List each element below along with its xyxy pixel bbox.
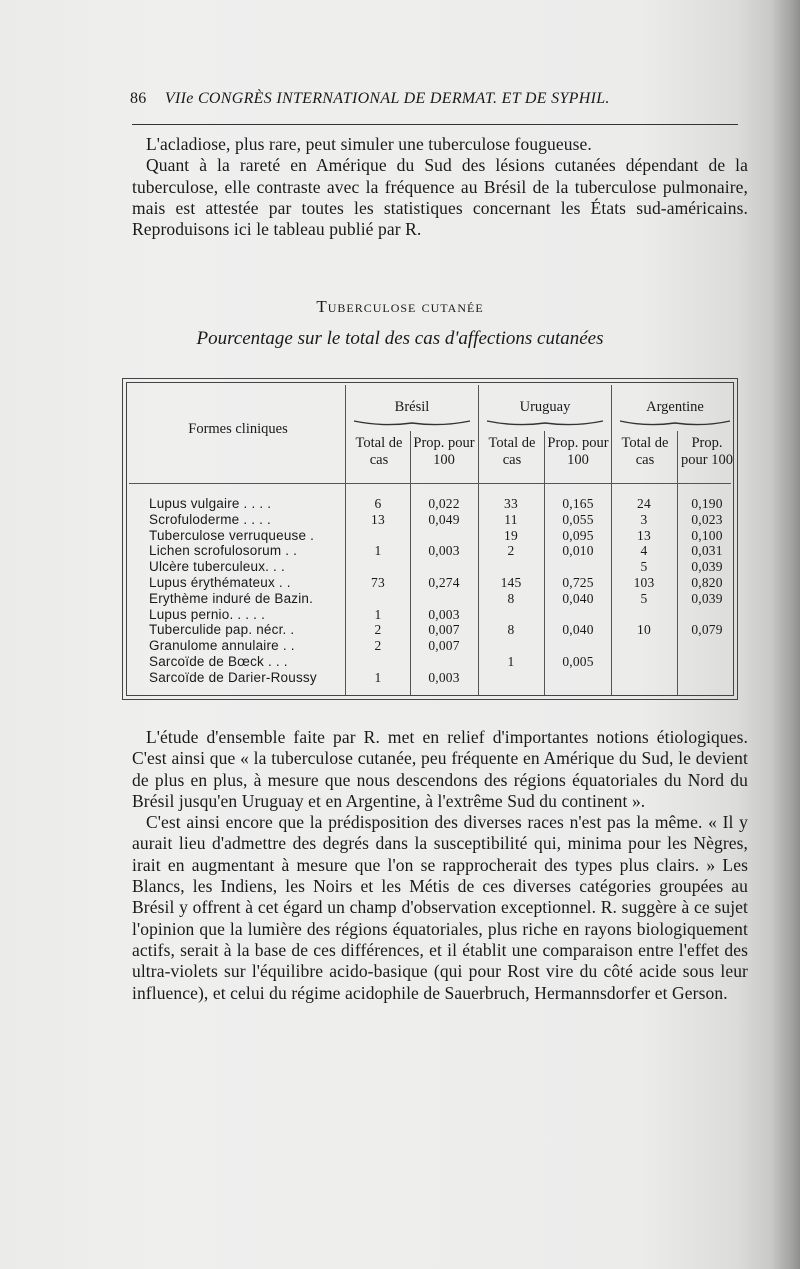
table-cell-ar-total: 103 (633, 575, 655, 590)
table-cell-ur-prop: 0,165 (562, 496, 594, 511)
table-cell-ar-prop: 0,023 (691, 511, 723, 527)
table-cell-ur-prop: 0,095 (562, 527, 594, 543)
intro-line-1: L'acladiose, plus rare, peut simuler une tuberculose fougueuse. (146, 134, 592, 154)
table-cell-ur-prop: 0,055 (562, 511, 594, 527)
table-cell-ur-total: 8 (507, 622, 515, 638)
table-cell-ur-prop: 0,010 (562, 543, 594, 559)
table-cell-label: Erythème induré de Bazin. (149, 590, 314, 606)
table-cell-br-total: 73 (371, 575, 385, 590)
subhdr-ur-prop: Prop. pour 100 (547, 435, 609, 468)
table-cell-label: Lupus pernio. . . . . (149, 606, 266, 622)
table-cell-br-total: 13 (371, 511, 385, 527)
country-bresil: Brésil (394, 399, 430, 415)
table-cell-ar-prop: 0,079 (691, 622, 723, 638)
table-cell-ar-prop: 0,039 (691, 559, 723, 575)
table-cell-label: Tuberculose verruqueuse . (149, 527, 315, 543)
table-cell-ar-prop: 0,100 (691, 527, 723, 543)
table-cell-label: Tuberculide pap. nécr. . (149, 622, 295, 638)
table-cell-br-total: 2 (374, 638, 382, 654)
subhdr-ar-total: Total de cas (621, 435, 669, 468)
subhdr-ur-total: Total de cas (488, 435, 536, 468)
table-cell-ar-total: 5 (640, 590, 648, 606)
table-cell-br-total: 6 (374, 496, 382, 511)
table-cell-br-prop: 0,003 (428, 543, 460, 559)
table-cell-ur-total: 2 (507, 543, 515, 559)
table-cell-ur-prop: 0,005 (562, 654, 594, 669)
divider-col3 (611, 385, 612, 695)
table-cell-br-total: 1 (374, 669, 382, 685)
table-cell-label: Sarcoïde de Bœck . . . (149, 654, 288, 669)
body-paragraph-2: C'est ainsi encore que la prédisposition des diverses races n'est pas la même. « Il y aurait lieu d'admettre des degrés dans la susceptibilité qui, minima pour les Nègres, irait en augmentant à mesure que l'on se rapprocherait des types plus clairs. » Les Blancs, les Indiens, les Noirs et les Métis de ces diverses catégories groupées au Brésil y offrent à cet égard un champ d'observation exceptionnel. R. suggère à ce sujet l'opinion que la lumière des régions équatoriales, plus riche en rayons biologiquement actifs, serait à la base de ces différences, et il établit une comparaison entre l'effet des ultra-violets sur l'équilibre acido-basique (qui pour Rost vire du côté acide sous leur influence), et celui du régime acidophile de Sauerbruch, Hermannsdorfer et Gerson. (132, 812, 748, 1003)
table-cell-br-prop: 0,049 (428, 511, 460, 527)
table-cell-ur-total: 1 (507, 654, 515, 669)
table-cell-ar-total: 4 (640, 543, 648, 559)
divider-col1 (345, 385, 346, 695)
brace-argentine (619, 419, 731, 429)
table-cell-label: Scrofuloderme . . . . (149, 511, 271, 527)
table-cell-label: Lupus érythémateux . . (149, 575, 291, 590)
country-uruguay: Uruguay (519, 399, 571, 415)
subhdr-ar-prop: Prop. pour 100 (681, 435, 733, 468)
table-cell-br-total: 1 (374, 606, 382, 622)
table-cell-label: Lupus vulgaire . . . . (149, 496, 272, 511)
table-cell-br-prop: 0,274 (428, 575, 460, 590)
divider-ur (544, 431, 545, 695)
divider-ar (677, 431, 678, 695)
table-cell-ar-total: 3 (640, 511, 648, 527)
table-cell-br-total: 1 (374, 543, 382, 559)
table-cell-ar-total: 10 (637, 622, 651, 638)
table-cell-ur-total: 145 (500, 575, 522, 590)
intro-line-2: Quant à la rareté en Amérique du Sud des lésions cutanées dépendant de la tuberculose, elle contraste avec la fréquence au Brésil de la tuberculose pulmonaire, mais est attestée par toutes les statistiques concernant les États sud-américains. Reproduisons ici le tableau publié par R. (132, 155, 748, 240)
table-cell-br-prop: 0,003 (428, 669, 460, 685)
data-table (122, 378, 738, 700)
table-cell-ur-total: 11 (504, 511, 518, 527)
table-cell-br-total: 2 (374, 622, 382, 638)
divider-br (410, 431, 411, 695)
table-subtitle: Pourcentage sur le total des cas d'affections cutanées (196, 328, 604, 349)
divider-col2 (478, 385, 479, 695)
header-bottom-rule (129, 483, 731, 484)
running-title: VIIe CONGRÈS INTERNATIONAL DE DERMAT. ET DE SYPHIL. (164, 90, 610, 107)
table-cell-br-prop: 0,003 (428, 606, 460, 622)
country-argentine: Argentine (646, 399, 704, 415)
brace-uruguay (486, 419, 604, 429)
body-paragraph-1: L'étude d'ensemble faite par R. met en relief d'importantes notions étiologiques. C'est ainsi que « la tuberculose cutanée, peu fréquente en Amérique du Sud, le devient de plus en plus, à mesure que nous descendons des régions équatoriales du Nord du Brésil jusqu'en Uruguay et en Argentine, à l'extrême Sud du continent ». (132, 727, 748, 811)
table-cell-br-prop: 0,007 (428, 638, 460, 654)
table-cell-ar-total: 13 (637, 527, 651, 543)
table-cell-ur-total: 8 (507, 590, 515, 606)
table-cell-ur-total: 19 (504, 527, 518, 543)
table-cell-ur-prop: 0,725 (562, 575, 594, 590)
table-cell-ar-total: 24 (637, 496, 651, 511)
page-number: 86 (130, 90, 147, 107)
col-header-formes: Formes cliniques (188, 421, 288, 437)
table-cell-ur-total: 33 (504, 496, 518, 511)
table-cell-ar-total: 5 (640, 559, 648, 575)
intro-text (132, 134, 748, 240)
table-cell-ar-prop: 0,031 (691, 543, 723, 559)
table-cell-label: Ulcère tuberculeux. . . (149, 559, 285, 575)
header-rule (132, 124, 738, 125)
subhdr-br-total: Total de cas (355, 435, 403, 468)
table-cell-br-prop: 0,022 (428, 496, 460, 511)
table-cell-ur-prop: 0,040 (562, 622, 594, 638)
table-cell-ar-prop: 0,039 (691, 590, 723, 606)
table-cell-br-prop: 0,007 (428, 622, 460, 638)
running-header (130, 90, 740, 108)
table-cell-ur-prop: 0,040 (562, 590, 594, 606)
table-cell-ar-prop: 0,190 (691, 496, 723, 511)
brace-bresil (353, 419, 471, 429)
book-gutter (772, 0, 800, 1269)
table-cell-label: Sarcoïde de Darier-Roussy (149, 669, 317, 685)
table-cell-ar-prop: 0,820 (691, 575, 723, 590)
subhdr-br-prop: Prop. pour 100 (413, 435, 475, 468)
table-cell-label: Lichen scrofulosorum . . (149, 543, 298, 559)
section-title: Tuberculose cutanée (316, 297, 484, 316)
table-cell-label: Granulome annulaire . . (149, 638, 295, 654)
body-text (132, 727, 748, 1004)
